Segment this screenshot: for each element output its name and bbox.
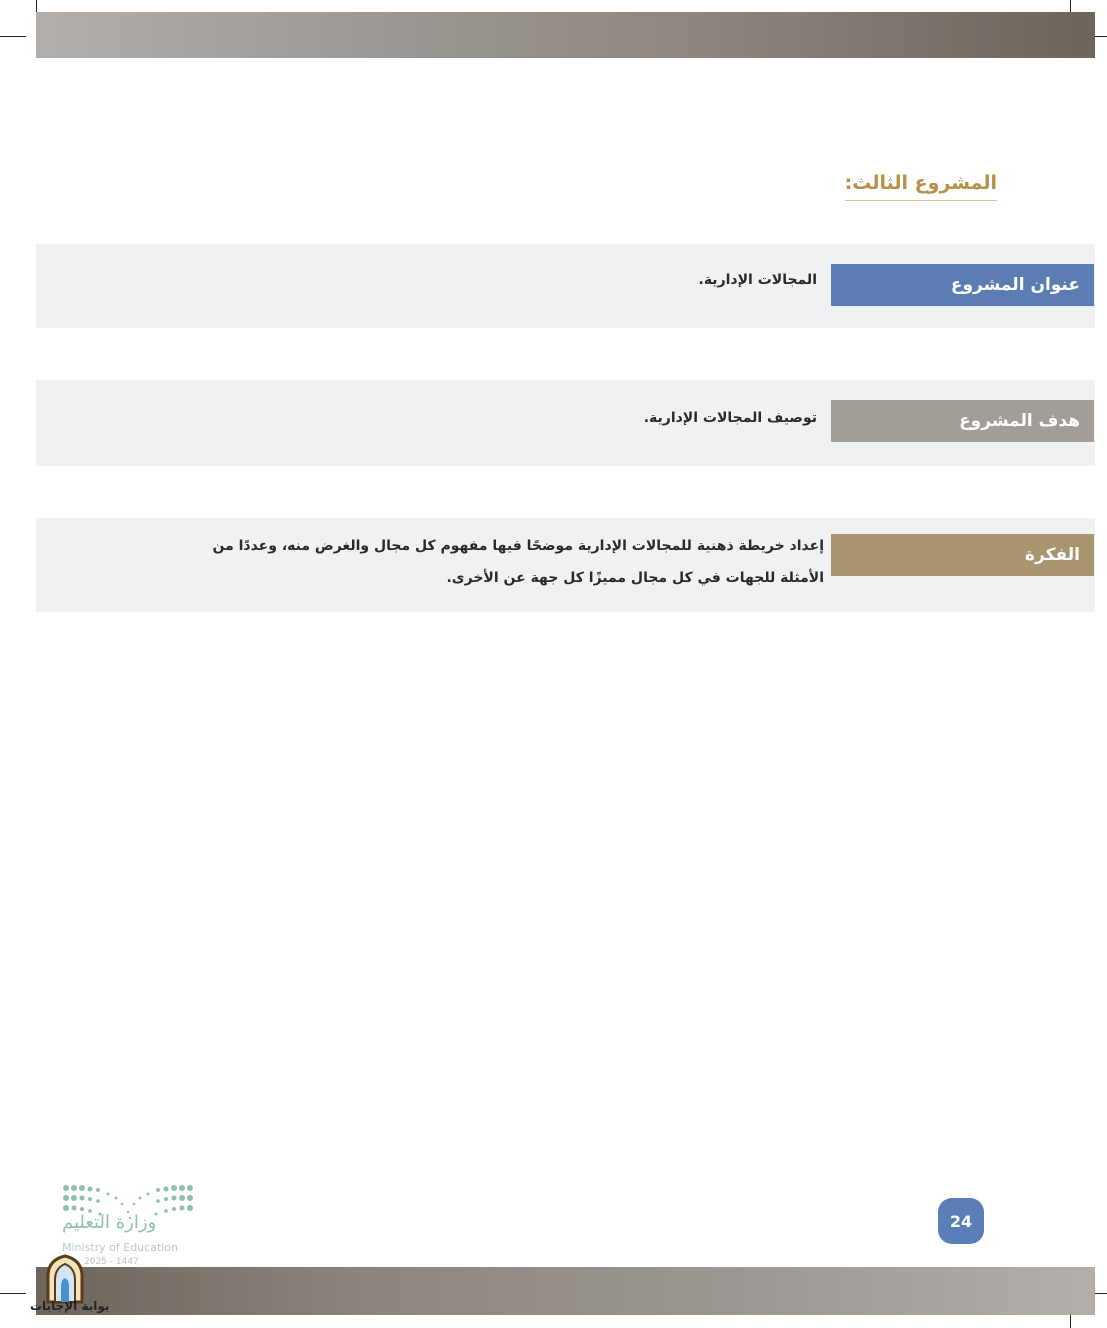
header-band	[36, 12, 1095, 58]
ministry-year: 2025 - 1447	[84, 1257, 139, 1267]
row-value: توصيف المجالات الإدارية.	[643, 410, 817, 426]
footer-band	[36, 1267, 1095, 1315]
row-value-line-1: إعداد خريطة ذهنية للمجالات الإدارية موضحًا فيها مفهوم كل مجال والغرض منه، وعددًا من	[212, 538, 824, 554]
row-label-text: عنوان المشروع	[950, 275, 1080, 295]
row-label	[831, 264, 1094, 306]
row-value-line-2: الأمثلة للجهات في كل مجال مميزًا كل جهة عن الأخرى.	[446, 570, 824, 586]
row-label-text: الفكرة	[1025, 545, 1080, 565]
row-label	[831, 534, 1094, 576]
row-value: المجالات الإدارية.	[698, 272, 817, 288]
project-idea-row	[36, 518, 1095, 612]
project-goal-row	[36, 380, 1095, 466]
crop-mark	[0, 36, 26, 37]
section-title: المشروع الثالث:	[845, 172, 997, 201]
ministry-name-english: Ministry of Education	[62, 1241, 179, 1254]
watermark-text: بوابة الإجابات	[30, 1299, 110, 1313]
ministry-name-arabic: وزارة التعليم	[62, 1212, 157, 1233]
project-title-row	[36, 244, 1095, 328]
page-number: 24	[938, 1198, 984, 1244]
row-label-text: هدف المشروع	[959, 411, 1080, 431]
crop-mark	[0, 1293, 26, 1294]
mosque-arch-icon	[40, 1254, 90, 1304]
row-label	[831, 400, 1094, 442]
